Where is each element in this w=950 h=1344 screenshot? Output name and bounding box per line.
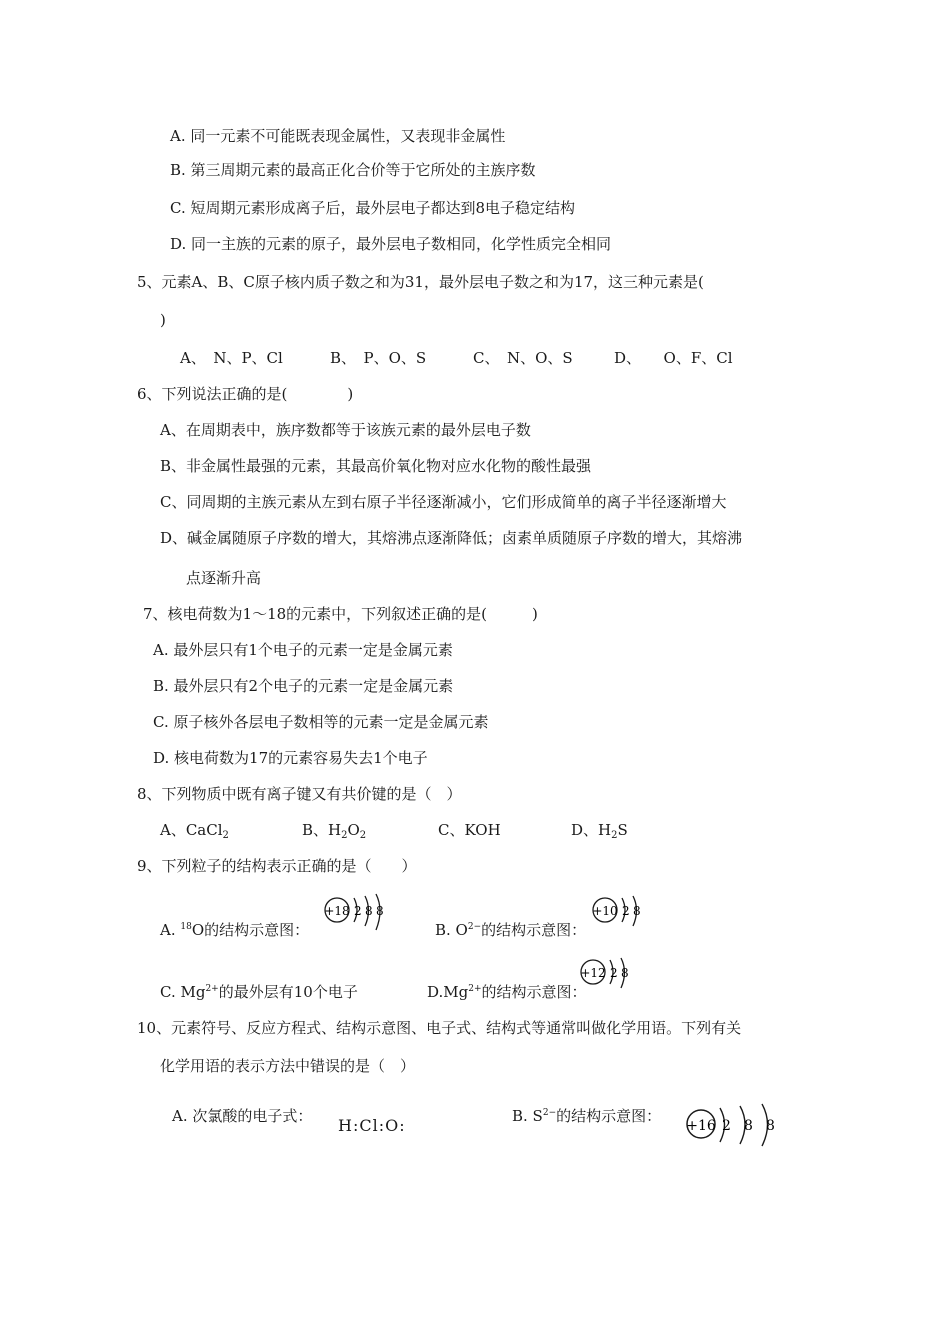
q9-d-atom-diagram: [578, 952, 638, 1002]
q6-option-d-cont: 点逐渐升高: [186, 569, 262, 587]
nucleus-charge: +10: [592, 904, 618, 918]
q8-option-a: A、CaCl$_2$: [160, 821, 229, 841]
q10-b-atom-diagram: [684, 1100, 784, 1150]
shell-electron-count: 8: [766, 1118, 775, 1134]
q4-option-a: A. 同一元素不可能既表现金属性，又表现非金属性: [170, 127, 506, 145]
q4-option-d: D. 同一主族的元素的原子，最外层电子数相同，化学性质完全相同: [170, 235, 612, 253]
q9-a-atom-diagram: [322, 890, 392, 940]
q6-option-d: D、碱金属随原子序数的增大，其熔沸点逐渐降低；卤素单质随原子序数的增大，其熔沸: [160, 529, 743, 547]
shell-electron-count: 2: [610, 966, 618, 980]
q5-option-d: D、 O、F、Cl: [614, 349, 733, 367]
shell-electron-count: 8: [744, 1118, 753, 1134]
shell-electron-count: 8: [376, 904, 384, 918]
hypochlorous-acid-electron-formula: H:Cl:O:: [338, 1116, 406, 1135]
nucleus-charge: +12: [580, 966, 606, 980]
q10-option-b: B. $S^{2-}$的结构示意图：: [512, 1107, 662, 1125]
q9-b-atom-diagram: [590, 890, 650, 940]
q9-stem: 9、下列粒子的结构表示正确的是（ ）: [137, 857, 417, 875]
q9-option-b: B. $O^{2-}$的结构示意图：: [435, 921, 587, 939]
q4-option-b: B. 第三周期元素的最高正化合价等于它所处的主族序数: [170, 161, 536, 179]
q8-stem: 8、下列物质中既有离子键又有共价键的是（ ）: [137, 785, 462, 803]
q4-option-c: C. 短周期元素形成离子后，最外层电子都达到8电子稳定结构: [170, 199, 576, 217]
shell-electron-count: 8: [633, 904, 641, 918]
q5-stem: 5、元素A、B、C原子核内质子数之和为31，最外层电子数之和为17，这三种元素是(: [137, 273, 704, 291]
q10-stem-cont: 化学用语的表示方法中错误的是（ ）: [160, 1057, 416, 1075]
q9-option-a: A. $^{18}$O的结构示意图：: [160, 921, 310, 939]
q8-option-c: C、KOH: [438, 821, 501, 839]
q10-stem: 10、元素符号、反应方程式、结构示意图、电子式、结构式等通常叫做化学用语。下列有关: [137, 1019, 742, 1037]
q9-option-c: C. $Mg^{2+}$的最外层有10个电子: [160, 983, 358, 1001]
q8-option-b: B、$H_2O_2$: [302, 821, 367, 841]
shell-electron-count: 2: [722, 1118, 731, 1134]
q7-option-b: B. 最外层只有2个电子的元素一定是金属元素: [153, 677, 454, 695]
q7-option-d: D. 核电荷数为17的元素容易失去1个电子: [153, 749, 428, 767]
q5-option-a: A、 N、P、Cl: [180, 349, 283, 367]
q7-stem: 7、核电荷数为1～18的元素中，下列叙述正确的是( ): [143, 605, 538, 623]
nucleus-charge: +18: [324, 904, 350, 918]
q6-option-b: B、非金属性最强的元素，其最高价氧化物对应水化物的酸性最强: [160, 457, 592, 475]
q6-option-c: C、同周期的主族元素从左到右原子半径逐渐减小，它们形成简单的离子半径逐渐增大: [160, 493, 727, 511]
shell-electron-count: 2: [354, 904, 362, 918]
shell-electron-count: 8: [365, 904, 373, 918]
q8-option-d: D、$H_2S$: [571, 821, 628, 841]
q6-option-a: A、在周期表中，族序数都等于该族元素的最外层电子数: [160, 421, 531, 439]
q5-option-c: C、 N、O、S: [473, 349, 573, 367]
q9-option-d: $D.Mg^{2+}$的结构示意图：: [427, 983, 587, 1001]
shell-electron-count: 2: [622, 904, 630, 918]
q7-option-a: A. 最外层只有1个电子的元素一定是金属元素: [153, 641, 453, 659]
q5-stem-cont: ): [160, 311, 166, 329]
shell-electron-count: 8: [621, 966, 629, 980]
q7-option-c: C. 原子核外各层电子数相等的元素一定是金属元素: [153, 713, 489, 731]
q5-option-b: B、 P、O、S: [330, 349, 427, 367]
nucleus-charge: +16: [686, 1118, 716, 1134]
q6-stem: 6、下列说法正确的是( ): [137, 385, 354, 403]
q10-option-a: A. 次氯酸的电子式：: [172, 1107, 313, 1125]
